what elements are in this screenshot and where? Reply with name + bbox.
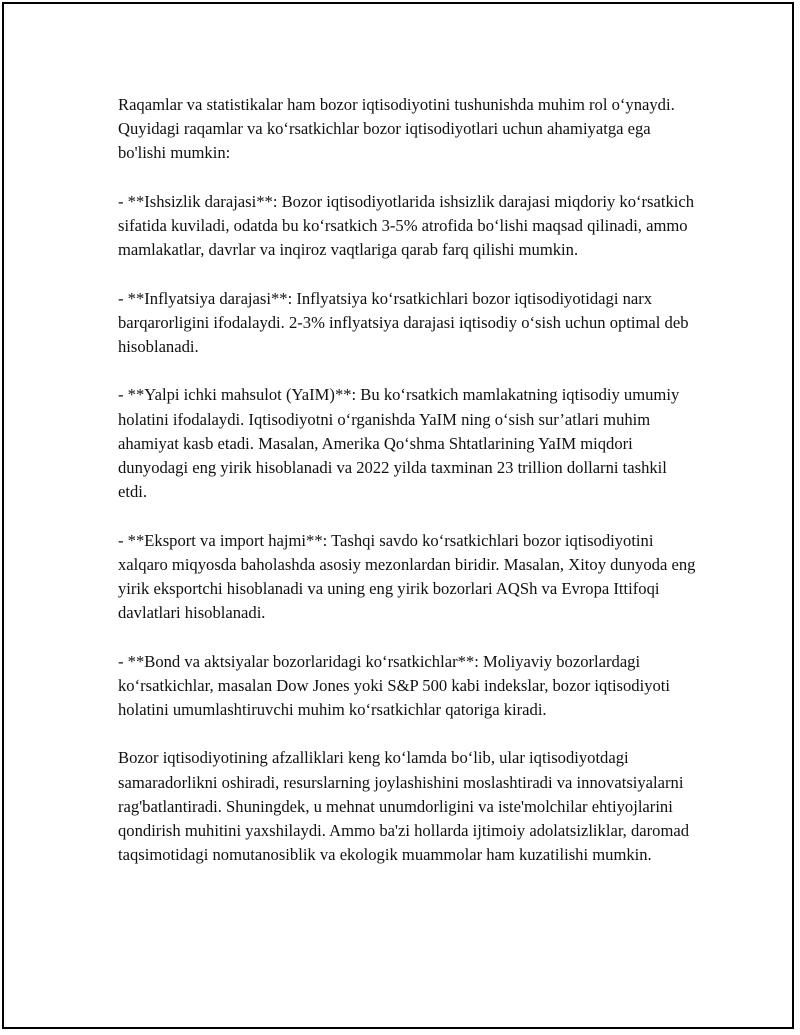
- intro-paragraph: Raqamlar va statistikalar ham bozor iqtisodiyotini tushunishda muhim rol o‘ynaydi. Quyidagi raqamlar va ko‘rsatkichlar bozor iqtisodiyotlari uchun ahamiyatga ega bo'lishi mumkin:: [118, 95, 675, 163]
- unemployment-paragraph: - **Ishsizlik darajasi**: Bozor iqtisodiyotlarida ishsizlik darajasi miqdoriy ko‘rsatkich sifatida kuviladi, odatda bu ko‘rsatkich 3-5% atrofida bo‘lishi maqsad qilinadi, ammo mamlakatlar, davrlar va inqiroz vaqtlariga qarab farq qilishi mumkin.: [118, 191, 695, 260]
- export-import-paragraph: - **Eksport va import hajmi**: Tashqi savdo ko‘rsatkichlari bozor iqtisodiyotini xalqaro miqyosda baholashda asosiy mezonlardan biridir. Masalan, Xitoy dunyoda eng yirik eksportchi hisoblanadi va uning eng yirik bozorlari AQSh va Evropa Ittifoqi davlatlari hisoblanadi.: [118, 530, 696, 623]
- gdp-paragraph: - **Yalpi ichki mahsulot (YaIM)**: Bu ko‘rsatkich mamlakatning iqtisodiy umumiy holatini ifodalaydi. Iqtisodiyotni o‘rganishda YaIM ning o‘sish sur’atlari muhim ahamiyat kasb etadi. Masalan, Amerika Qo‘shma Shtatlarining YaIM miqdori dunyodagi eng yirik hisoblanadi va 2022 yilda taxminan 23 trillion dollarni tashkil etdi.: [118, 385, 680, 502]
- bond-stock-paragraph: - **Bond va aktsiyalar bozorlaridagi ko‘rsatkichlar**: Moliyaviy bozorlardagi ko‘rsatkichlar, masalan Dow Jones yoki S&P 500 kabi indekslar, bozor iqtisodiyoti holatini umumlashtiruvchi muhim ko‘rsatkichlar qatoriga kiradi.: [118, 651, 671, 719]
- inflation-paragraph: - **Inflyatsiya darajasi**: Inflyatsiya ko‘rsatkichlari bozor iqtisodiyotidagi narx barqarorligini ifodalaydi. 2-3% inflyatsiya darajasi iqtisodiy o‘sish uchun optimal deb hisoblanadi.: [118, 288, 689, 356]
- document-body: [118, 93, 698, 892]
- conclusion-paragraph: Bozor iqtisodiyotining afzalliklari keng ko‘lamda bo‘lib, ular iqtisodiyotdagi samaradorlikni oshiradi, resurslarning joylashishini moslashtiradi va innovatsiyalarni rag'batlantiradi. Shuningdek, u mehnat unumdorligini va iste'molchilar ehtiyojlarini qondirish muhitini yaxshilaydi. Ammo ba'zi hollarda ijtimoiy adolatsizliklar, daromad taqsimotidagi nomutanosiblik va ekologik muammolar ham kuzatilishi mumkin.: [118, 748, 690, 865]
